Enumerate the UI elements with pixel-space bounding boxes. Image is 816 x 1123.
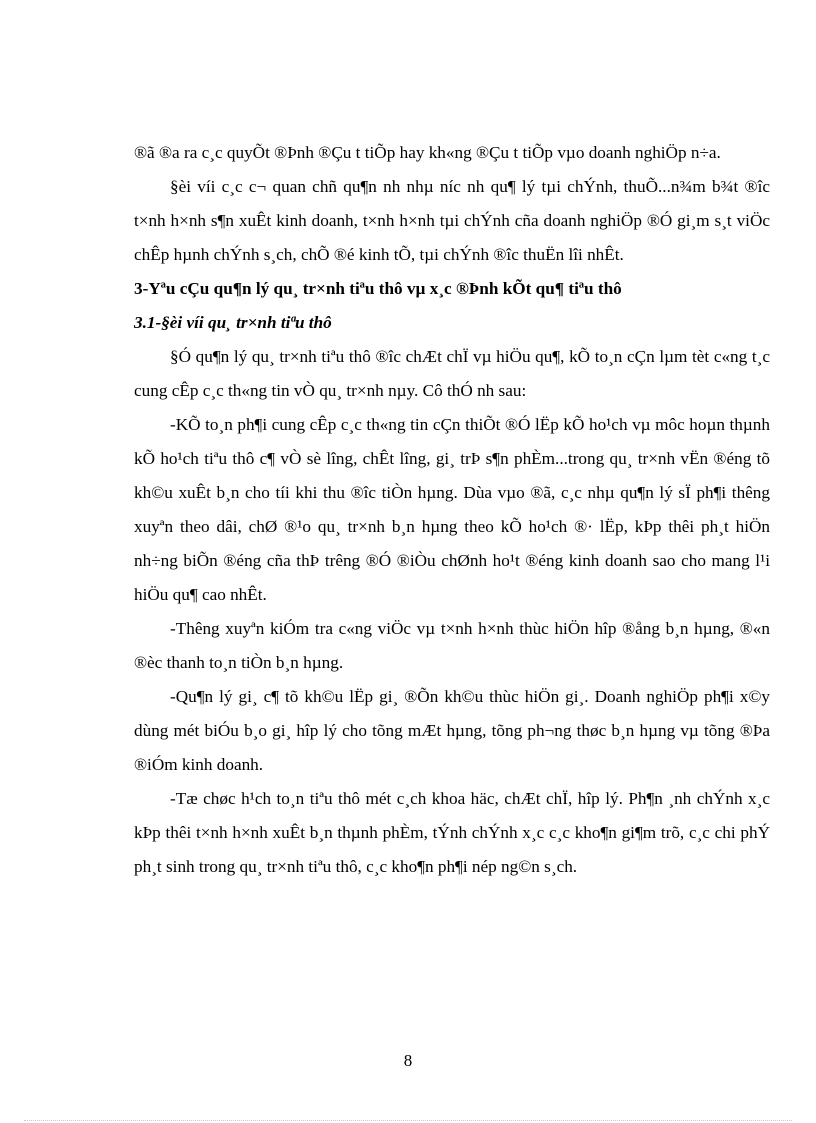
paragraph-item-accounting: -Tæ chøc h¹ch to¸n tiªu thô mét c¸ch khoa häc, chÆt chÏ, hîp lý. Ph¶n ¸nh chÝnh x¸c kÞp thêi t×nh h×nh xuÊt b¸n thµnh phÈm, tÝnh chÝnh x¸c c¸c kho¶n gi¶m trõ, c¸c chi phÝ ph¸t sinh trong qu¸ tr×nh tiªu thô, c¸c kho¶n ph¶i nép ng©n s¸ch.: [134, 789, 770, 876]
section-heading: 3-Yªu cÇu qu¶n lý qu¸ tr×nh tiªu thô vµ x¸c ®Þnh kÕt qu¶ tiªu thô: [134, 279, 622, 298]
subsection-heading: 3.1-§èi víi qu¸ tr×nh tiªu thô: [134, 313, 332, 332]
paragraph-item-inspection: -Thêng xuyªn kiÓm tra c«ng viÖc vµ t×nh h×nh thùc hiÖn hîp ®ång b¸n hµng, ®«n ®èc thanh to¸n tiÒn b¸n hµng.: [134, 619, 770, 672]
paragraph-government-agencies: §èi víi c¸c c¬ quan chñ qu¶n nh nhµ níc nh qu¶ lý tµi chÝnh, thuÕ...n¾m b¾t ®îc t×nh h×nh s¶n xuÊt kinh doanh, t×nh h×nh tµi chÝnh cña doanh nghiÖp ®Ó gi¸m s¸t viÖc chÊp hµnh chÝnh s¸ch, chÕ ®é kinh tÕ, tµi chÝnh ®îc thuËn lîi nhÊt.: [134, 177, 770, 264]
paragraph-item-information: -KÕ to¸n ph¶i cung cÊp c¸c th«ng tin cÇn thiÕt ®Ó lËp kÕ ho¹ch vµ môc hoµn thµnh kÕ ho¹ch tiªu thô c¶ vÒ sè lîng, chÊt lîng, gi¸ trÞ s¶n phÈm...trong qu¸ tr×nh vËn ®éng tõ kh©u xuÊt b¸n cho tíi khi thu ®îc tiÒn hµng. Dùa vµo ®ã, c¸c nhµ qu¶n lý sÏ ph¶i thêng xuyªn theo dâi, chØ ®¹o qu¸ tr×nh b¸n hµng theo kÕ ho¹ch ®· lËp, kÞp thêi ph¸t hiÖn nh÷ng biÕn ®éng cña thÞ trêng ®Ó ®iÒu chØnh ho¹t ®éng kinh doanh sao cho mang l¹i hiÖu qu¶ cao nhÊt.: [134, 415, 770, 604]
page-number: 8: [403, 1051, 413, 1070]
paragraph-continuation: ®ã ®a ra c¸c quyÕt ®Þnh ®Çu t tiÕp hay kh«ng ®Çu t tiÕp vµo doanh nghiÖp n÷a.: [134, 143, 721, 162]
paragraph-intro: §Ó qu¶n lý qu¸ tr×nh tiªu thô ®îc chÆt chÏ vµ hiÖu qu¶, kÕ to¸n cÇn lµm tèt c«ng t¸c cung cÊp c¸c th«ng tin vÒ qu¸ tr×nh nµy. Cô thÓ nh sau:: [134, 347, 770, 400]
paragraph-item-pricing: -Qu¶n lý gi¸ c¶ tõ kh©u lËp gi¸ ®Õn kh©u thùc hiÖn gi¸. Doanh nghiÖp ph¶i x©y dùng mét biÓu b¸o gi¸ hîp lý cho tõng mÆt hµng, tõng ph¬ng thøc b¸n hµng vµ tõng ®Þa ®iÓm kinh doanh.: [134, 687, 770, 774]
page-bottom-rule: [24, 1120, 792, 1121]
page-body: [134, 136, 770, 884]
